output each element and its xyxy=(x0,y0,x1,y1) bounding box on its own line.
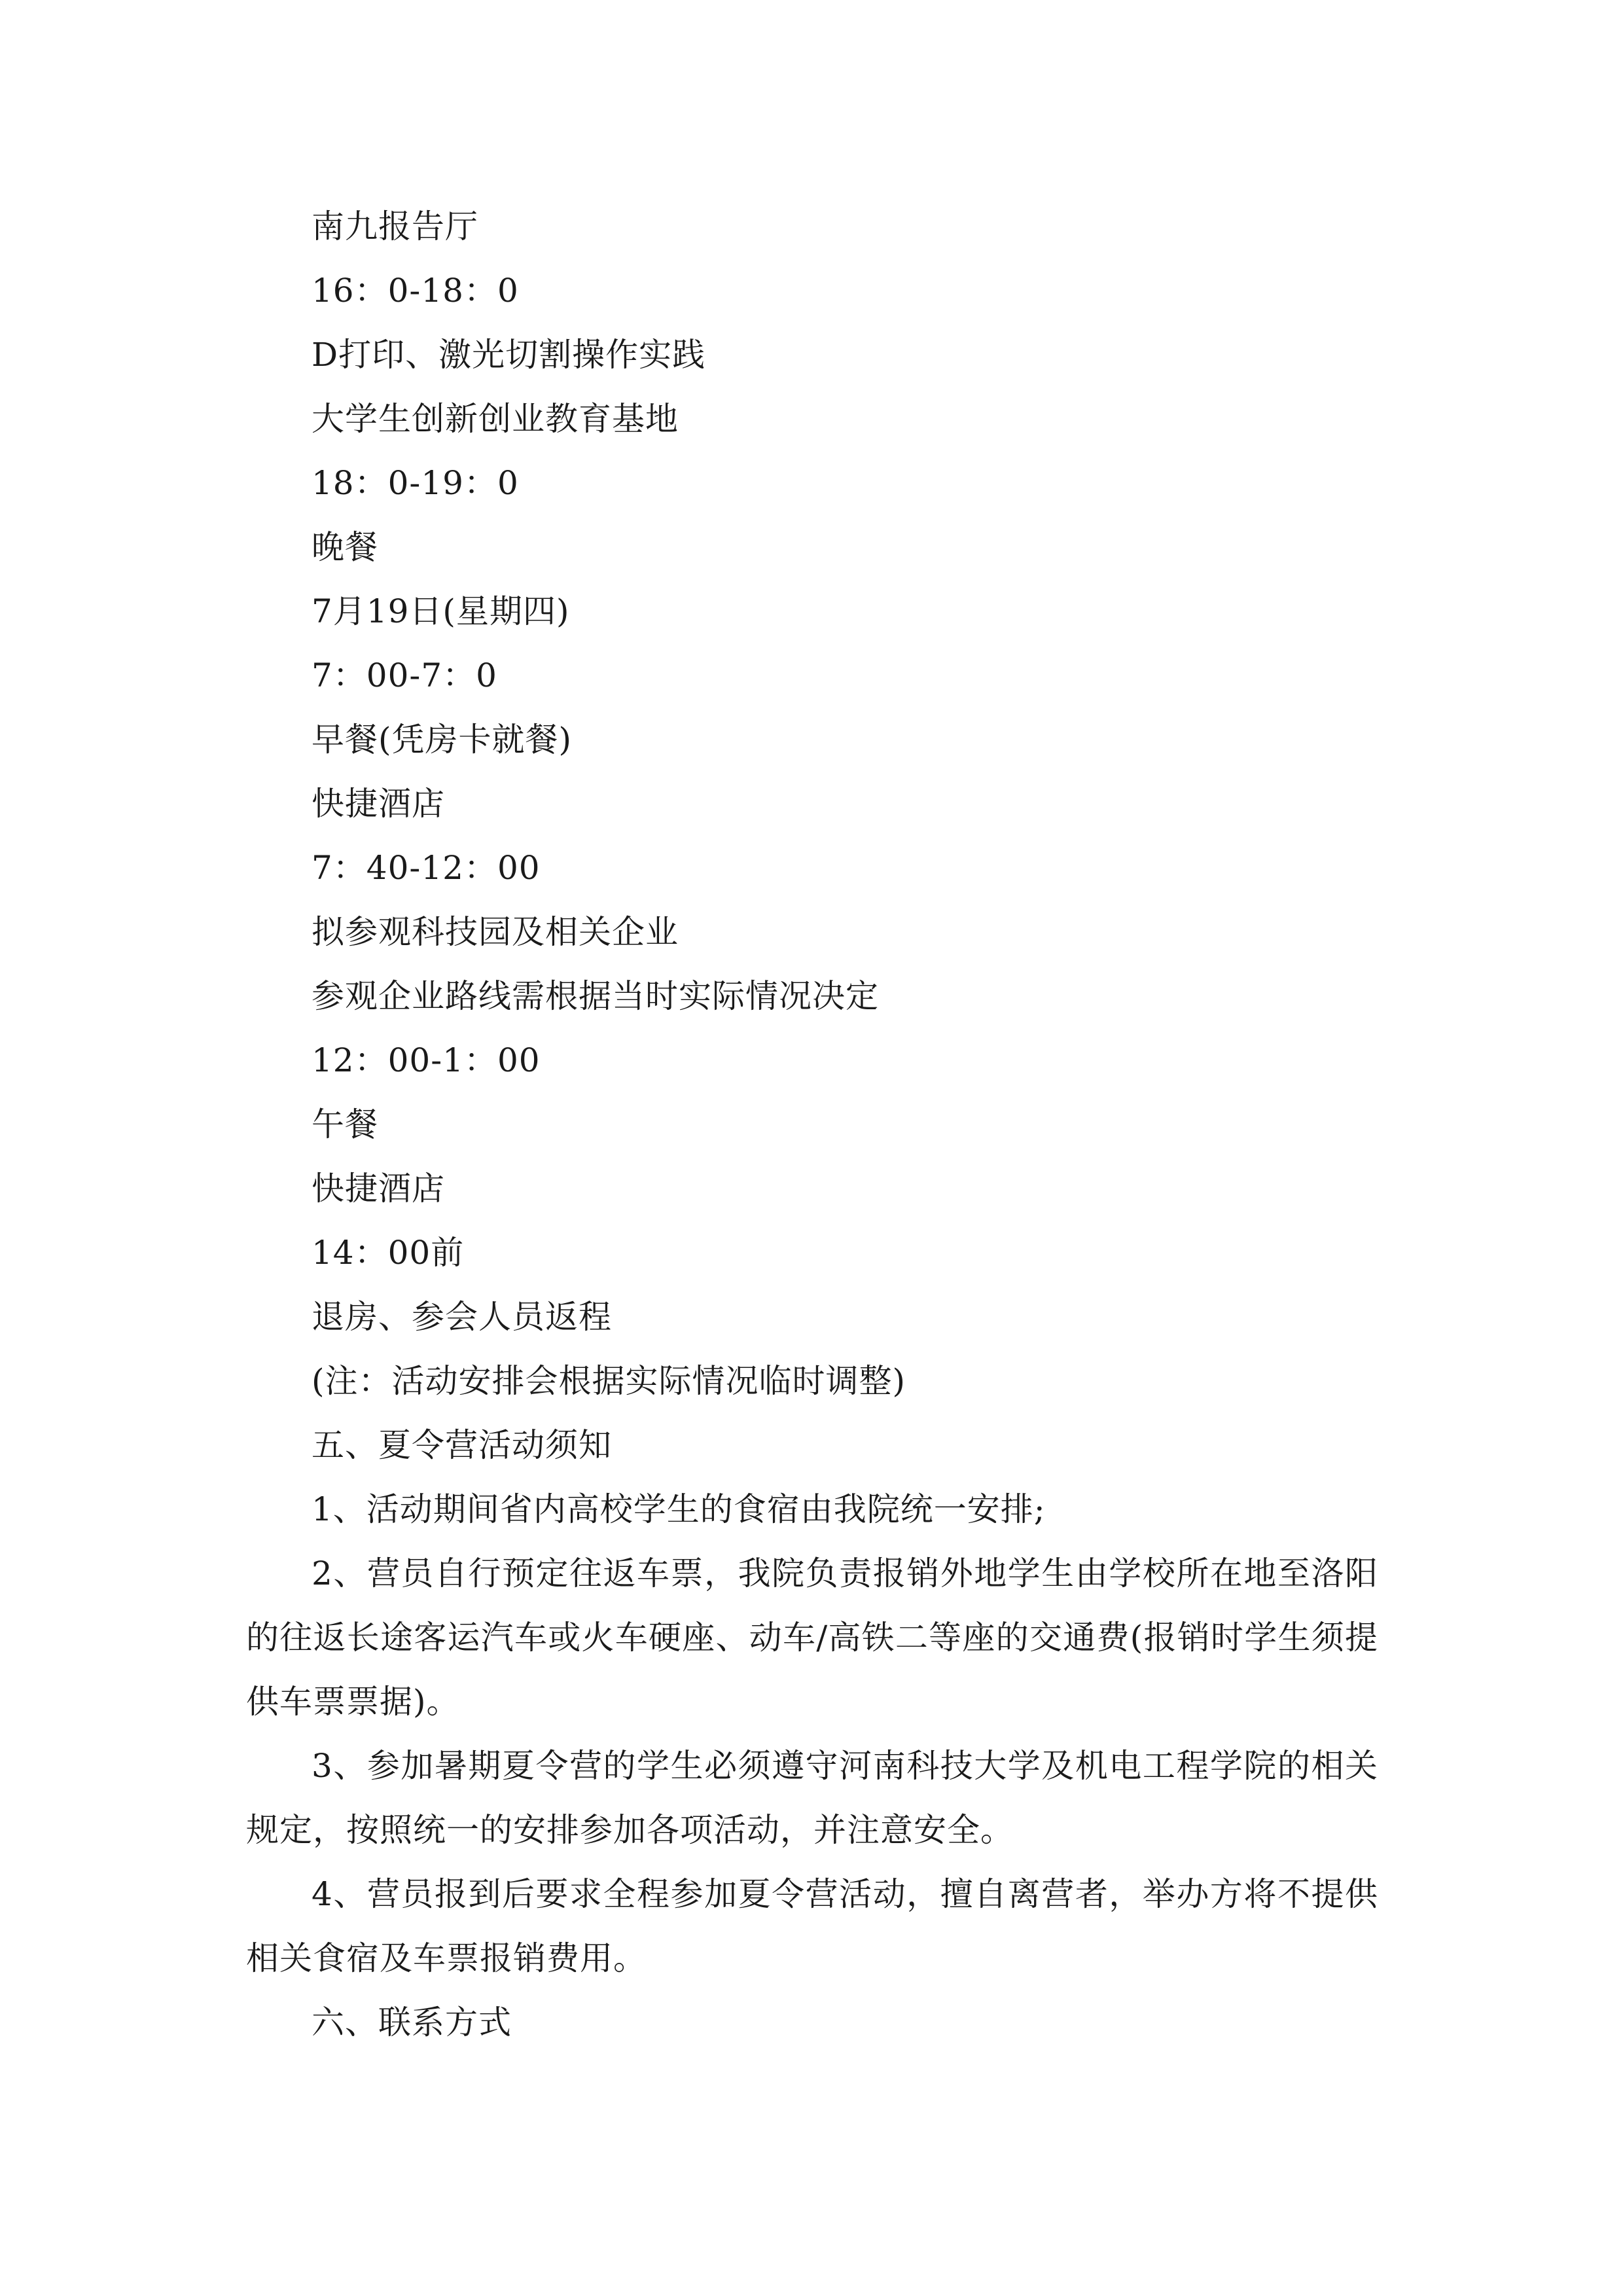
notice-item: 1、活动期间省内高校学生的食宿由我院统一安排; xyxy=(312,1490,1046,1528)
schedule-line: 12：00-1：00 xyxy=(312,1041,541,1079)
notice-item: 3、参加暑期夏令营的学生必须遵守河南科技大学及机电工程学院的相关规定，按照统一的安排参加各项活动，并注意安全。 xyxy=(246,1747,1378,1849)
section-heading: 六、联系方式 xyxy=(312,2003,512,2041)
schedule-line: 南九报告厅 xyxy=(312,207,478,245)
schedule-line: 午餐 xyxy=(312,1105,378,1143)
notice-item: 4、营员报到后要求全程参加夏令营活动，擅自离营者，举办方将不提供相关食宿及车票报销费用。 xyxy=(246,1875,1378,1977)
schedule-line: 拟参观科技园及相关企业 xyxy=(312,913,679,951)
schedule-line: 退房、参会人员返程 xyxy=(312,1298,612,1336)
schedule-line: 早餐(凭房卡就餐) xyxy=(312,721,573,759)
schedule-line: 7月19日(星期四) xyxy=(312,592,570,630)
schedule-line: 7：00-7：0 xyxy=(312,656,497,694)
schedule-line: 参观企业路线需根据当时实际情况决定 xyxy=(312,977,879,1015)
schedule-line: 14：00前 xyxy=(312,1234,465,1272)
schedule-note: (注：活动安排会根据实际情况临时调整) xyxy=(312,1362,906,1400)
schedule-line: 晚餐 xyxy=(312,528,378,566)
schedule-line: 16：0-18：0 xyxy=(312,272,519,310)
schedule-line: 大学生创新创业教育基地 xyxy=(312,400,679,438)
schedule-line: 快捷酒店 xyxy=(312,1170,445,1208)
schedule-line: 快捷酒店 xyxy=(312,785,445,823)
schedule-line: D打印、激光切割操作实践 xyxy=(312,336,706,374)
notice-item: 2、营员自行预定往返车票，我院负责报销外地学生由学校所在地至洛阳的往返长途客运汽车或火车硬座、动车/高铁二等座的交通费(报销时学生须提供车票票据)。 xyxy=(246,1554,1378,1721)
schedule-line: 18：0-19：0 xyxy=(312,464,519,502)
schedule-line: 7：40-12：00 xyxy=(312,849,541,887)
section-heading: 五、夏令营活动须知 xyxy=(312,1426,612,1464)
